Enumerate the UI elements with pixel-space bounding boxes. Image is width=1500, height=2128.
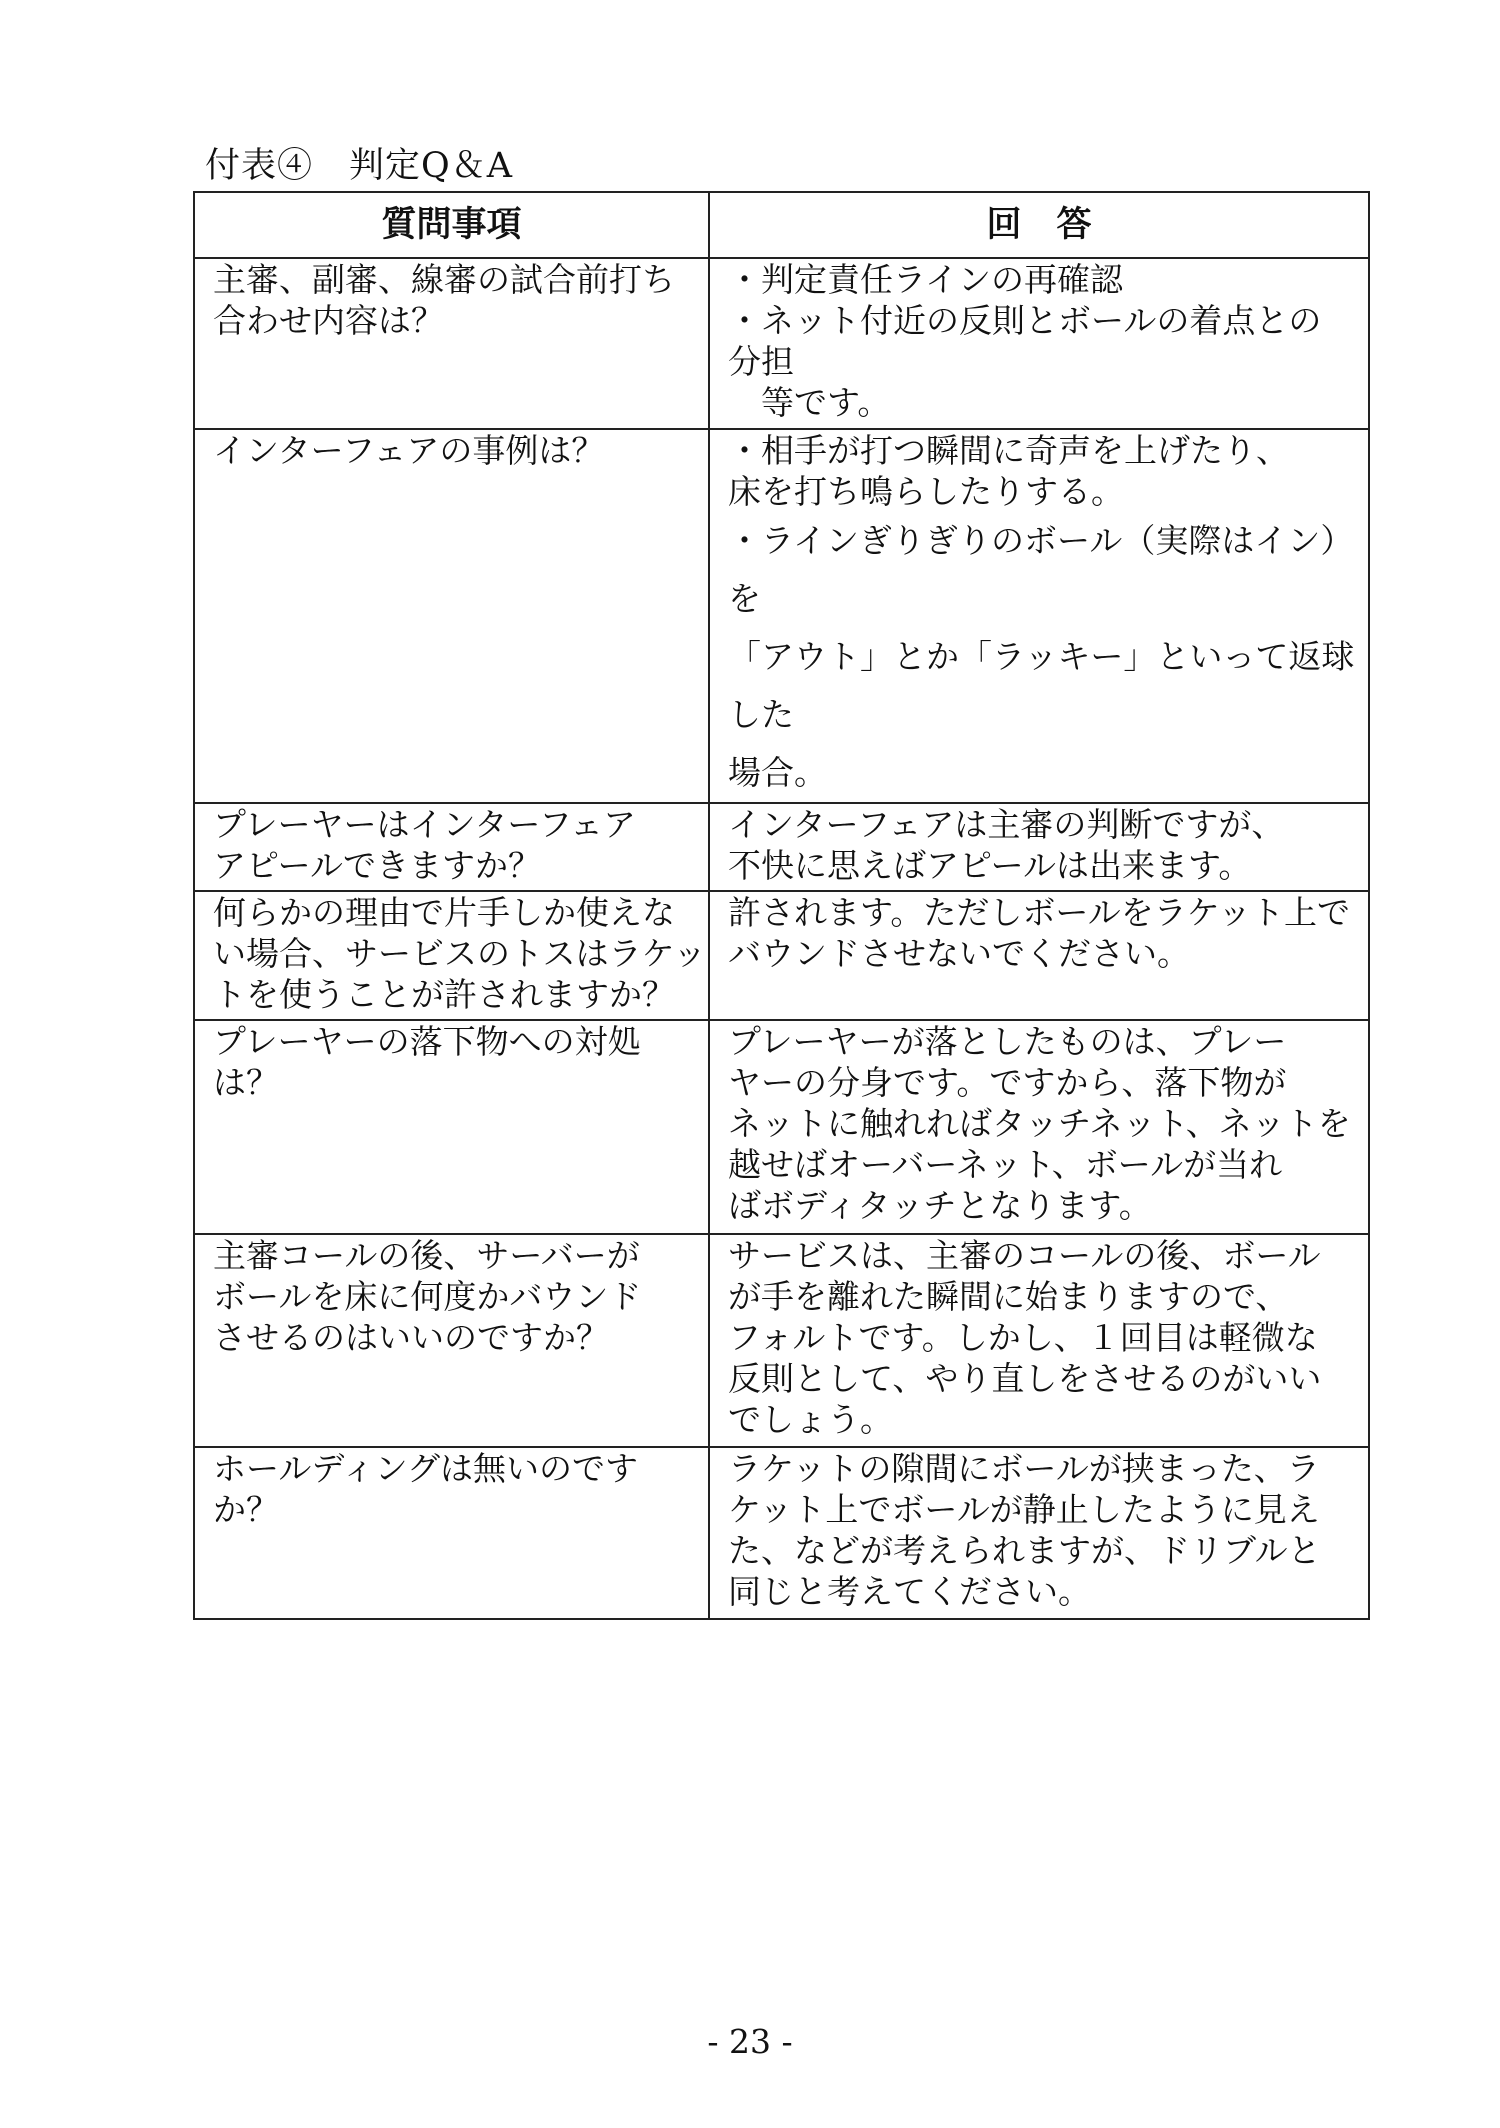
answer-cell <box>709 258 1369 429</box>
question-cell <box>194 891 709 1020</box>
answer-line: サービスは、主審のコールの後、ボール <box>728 1236 1321 1275</box>
header-answer: 回 答 <box>709 192 1369 258</box>
table-row <box>194 803 1369 891</box>
header-question: 質問事項 <box>194 192 709 258</box>
answer-line: 不快に思えばアピールは出来ます。 <box>728 846 1252 885</box>
question-line: トを使うことが許されますか？ <box>213 975 675 1014</box>
answer-line: ・相手が打つ瞬間に奇声を上げたり、 <box>728 431 1289 470</box>
question-line: 合わせ内容は？ <box>213 301 444 340</box>
answer-line: 等です。 <box>728 383 891 422</box>
question-cell <box>194 803 709 891</box>
answer-line: ラケットの隙間にボールが挟まった、ラ <box>728 1449 1320 1488</box>
answer-line: 同じと考えてください。 <box>728 1572 1091 1611</box>
answer-line: 越せばオーバーネット、ボールが当れ <box>728 1145 1283 1184</box>
answer-cell <box>709 1234 1369 1447</box>
question-cell <box>194 429 709 803</box>
answer-line: でしょう。 <box>728 1400 893 1439</box>
answer-cell <box>709 1447 1369 1619</box>
answer-line: ネットに触れればタッチネット、ネットを <box>728 1104 1351 1143</box>
answer-line: ケット上でボールが静止したように見え <box>728 1490 1320 1529</box>
answer-line: フォルトです。しかし、１回目は軽微な <box>728 1318 1318 1357</box>
answer-cell <box>709 891 1369 1020</box>
answer-line: 「アウト」とか「ラッキー」といって返球した <box>728 637 1355 734</box>
answer-line: ・判定責任ラインの再確認 <box>728 260 1124 299</box>
question-cell <box>194 1020 709 1234</box>
answer-line: ・ラインぎりぎりのボール（実際はイン）を <box>728 521 1354 618</box>
question-line: ボールを床に何度かバウンド <box>213 1277 642 1316</box>
answer-line: インターフェアは主審の判断ですが、 <box>728 805 1285 844</box>
table-row <box>194 1234 1369 1447</box>
question-cell <box>194 258 709 429</box>
question-line: 主審コールの後、サーバーが <box>213 1236 640 1275</box>
page-number: - 23 - <box>707 2022 793 2061</box>
answer-line: が手を離れた瞬間に始まりますので、 <box>728 1277 1289 1316</box>
answer-line: プレーヤーが落としたものは、プレー <box>728 1022 1287 1061</box>
question-line: プレーヤーはインターフェア <box>213 805 637 844</box>
table-header-row <box>194 192 1369 258</box>
question-line: アピールできますか？ <box>213 846 542 885</box>
answer-line: 反則として、やり直しをさせるのがいい <box>728 1359 1322 1398</box>
question-line: プレーヤーの落下物への対処 <box>213 1022 641 1061</box>
question-line: は？ <box>213 1063 279 1102</box>
answer-line: ・ネット付近の反則とボールの着点との <box>728 301 1322 340</box>
answer-line: 分担 <box>728 342 794 381</box>
question-line: い場合、サービスのトスはラケッ <box>213 934 707 973</box>
question-line: ホールディングは無いのです <box>213 1449 639 1488</box>
answer-cell <box>709 1020 1369 1234</box>
answer-line: 床を打ち鳴らしたりする。 <box>728 472 1124 511</box>
answer-line: ヤーの分身です。ですから、落下物が <box>728 1063 1287 1102</box>
answer-cell <box>709 429 1369 803</box>
qa-table <box>193 191 1370 1620</box>
question-line: 主審、副審、線審の試合前打ち <box>213 260 675 299</box>
answer-line: た、などが考えられますが、ドリブルと <box>728 1531 1321 1570</box>
table-row <box>194 429 1369 803</box>
answer-line: 場合。 <box>728 753 827 792</box>
table-row <box>194 258 1369 429</box>
question-line: インターフェアの事例は？ <box>213 431 605 470</box>
question-line: か？ <box>213 1490 279 1529</box>
table-caption: 付表④ 判定Q＆A <box>205 146 513 186</box>
answer-line: 許されます。ただしボールをラケット上で <box>728 893 1351 932</box>
table-row <box>194 891 1369 1020</box>
answer-line: バウンドさせないでください。 <box>728 934 1190 973</box>
answer-cell <box>709 803 1369 891</box>
table-row <box>194 1020 1369 1234</box>
question-cell <box>194 1447 709 1619</box>
table-row <box>194 1447 1369 1619</box>
question-cell <box>194 1234 709 1447</box>
question-line: させるのはいいのですか？ <box>213 1318 609 1357</box>
answer-line: ばボディタッチとなります。 <box>728 1186 1152 1225</box>
question-line: 何らかの理由で片手しか使えな <box>213 893 675 932</box>
